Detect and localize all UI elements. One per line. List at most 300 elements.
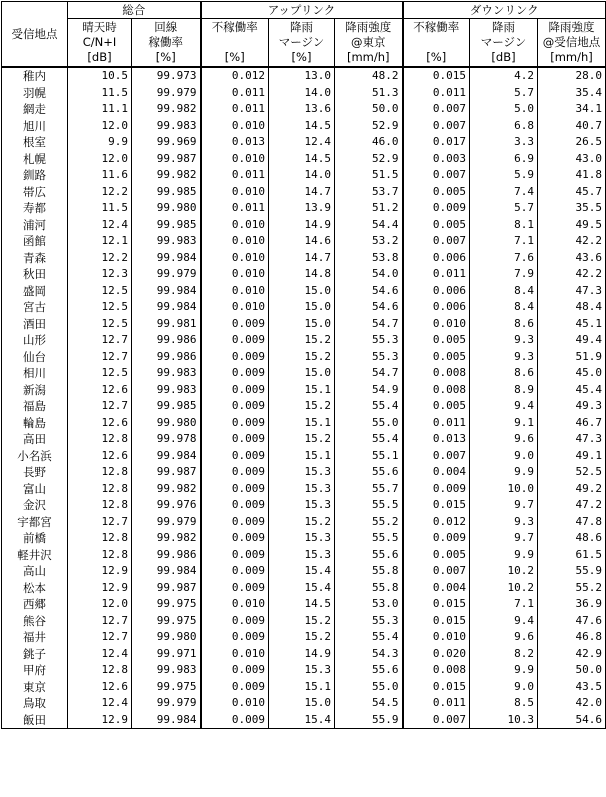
value-cell-clear-sky-cn-i: 12.0: [68, 118, 132, 135]
value-cell-downlink-rain-rate-site: 45.7: [538, 184, 606, 201]
value-cell-downlink-outage: 0.006: [403, 299, 470, 316]
value-cell-clear-sky-cn-i: 12.8: [68, 497, 132, 514]
value-cell-downlink-rain-rate-site: 43.6: [538, 250, 606, 267]
value-cell-uplink-rain-rate-tokyo: 55.7: [335, 481, 403, 498]
value-cell-uplink-rain-rate-tokyo: 55.6: [335, 662, 403, 679]
value-cell-availability: 99.979: [132, 514, 201, 531]
value-cell-downlink-rain-margin: 9.3: [470, 349, 538, 366]
value-cell-uplink-rain-rate-tokyo: 46.0: [335, 134, 403, 151]
column-header-line: 降雨: [492, 20, 515, 34]
value-cell-downlink-outage: 0.015: [403, 67, 470, 85]
value-cell-downlink-rain-margin: 9.0: [470, 679, 538, 696]
value-cell-downlink-rain-margin: 10.2: [470, 563, 538, 580]
value-cell-downlink-rain-margin: 8.6: [470, 365, 538, 382]
value-cell-downlink-rain-margin: 6.8: [470, 118, 538, 135]
column-header-line: 不稼働率: [413, 20, 460, 34]
value-cell-downlink-outage: 0.015: [403, 679, 470, 696]
value-cell-availability: 99.979: [132, 85, 201, 102]
value-cell-downlink-outage: 0.009: [403, 200, 470, 217]
site-name-cell: 根室: [2, 134, 68, 151]
value-cell-availability: 99.980: [132, 200, 201, 217]
value-cell-uplink-rain-rate-tokyo: 55.0: [335, 415, 403, 432]
site-name-cell: 熊谷: [2, 613, 68, 630]
site-name-cell: 札幌: [2, 151, 68, 168]
value-cell-uplink-rain-margin: 15.3: [269, 530, 335, 547]
value-cell-downlink-rain-rate-site: 36.9: [538, 596, 606, 613]
value-cell-clear-sky-cn-i: 12.9: [68, 712, 132, 729]
value-cell-availability: 99.983: [132, 382, 201, 399]
value-cell-availability: 99.985: [132, 398, 201, 415]
site-name-cell: 長野: [2, 464, 68, 481]
value-cell-downlink-outage: 0.011: [403, 415, 470, 432]
value-cell-uplink-outage: 0.010: [201, 596, 269, 613]
value-cell-availability: 99.981: [132, 316, 201, 333]
value-cell-downlink-rain-rate-site: 55.2: [538, 580, 606, 597]
value-cell-uplink-rain-margin: 15.3: [269, 464, 335, 481]
value-cell-clear-sky-cn-i: 12.8: [68, 547, 132, 564]
column-header-line: マージン: [480, 35, 527, 49]
value-cell-clear-sky-cn-i: 12.8: [68, 662, 132, 679]
site-name-cell: 富山: [2, 481, 68, 498]
value-cell-downlink-rain-rate-site: 49.4: [538, 332, 606, 349]
site-name-cell: 高山: [2, 563, 68, 580]
value-cell-availability: 99.983: [132, 662, 201, 679]
site-name-cell: 浦河: [2, 217, 68, 234]
value-cell-downlink-rain-margin: 8.4: [470, 283, 538, 300]
value-cell-uplink-rain-margin: 15.2: [269, 613, 335, 630]
value-cell-clear-sky-cn-i: 11.1: [68, 101, 132, 118]
table-row: [2, 563, 606, 580]
value-cell-clear-sky-cn-i: 12.0: [68, 151, 132, 168]
table-row: [2, 514, 606, 531]
table-row: [2, 151, 606, 168]
value-cell-uplink-rain-margin: 15.4: [269, 580, 335, 597]
value-cell-uplink-rain-rate-tokyo: 54.0: [335, 266, 403, 283]
value-cell-availability: 99.971: [132, 646, 201, 663]
value-cell-downlink-rain-margin: 3.3: [470, 134, 538, 151]
value-cell-downlink-outage: 0.007: [403, 448, 470, 465]
value-cell-clear-sky-cn-i: 12.6: [68, 415, 132, 432]
value-cell-downlink-outage: 0.015: [403, 497, 470, 514]
value-cell-downlink-rain-rate-site: 45.4: [538, 382, 606, 399]
value-cell-availability: 99.982: [132, 481, 201, 498]
column-header-line: @受信地点: [542, 35, 601, 49]
column-header-line: マージン: [278, 35, 325, 49]
value-cell-clear-sky-cn-i: 10.5: [68, 67, 132, 85]
table-row: [2, 67, 606, 85]
value-cell-downlink-rain-rate-site: 42.0: [538, 695, 606, 712]
table-row: [2, 712, 606, 729]
value-cell-uplink-rain-margin: 14.5: [269, 118, 335, 135]
table-row: [2, 316, 606, 333]
table-row: [2, 596, 606, 613]
value-cell-uplink-rain-margin: 15.3: [269, 497, 335, 514]
group-header-total: 総合: [68, 2, 201, 19]
column-header-line: [mm/h]: [346, 50, 390, 64]
value-cell-downlink-rain-margin: 8.9: [470, 382, 538, 399]
value-cell-downlink-outage: 0.009: [403, 530, 470, 547]
value-cell-uplink-outage: 0.010: [201, 695, 269, 712]
value-cell-uplink-outage: 0.012: [201, 67, 269, 85]
site-name-cell: 飯田: [2, 712, 68, 729]
column-header-line: 不稼働率: [211, 20, 258, 34]
value-cell-uplink-rain-margin: 15.2: [269, 431, 335, 448]
value-cell-downlink-rain-rate-site: 45.1: [538, 316, 606, 333]
value-cell-downlink-outage: 0.020: [403, 646, 470, 663]
value-cell-clear-sky-cn-i: 12.9: [68, 580, 132, 597]
column-header-line: 降雨: [290, 20, 313, 34]
table-row: [2, 431, 606, 448]
value-cell-uplink-outage: 0.009: [201, 530, 269, 547]
value-cell-uplink-outage: 0.009: [201, 662, 269, 679]
table-row: [2, 85, 606, 102]
column-header-downlink-outage: [403, 19, 470, 68]
value-cell-uplink-rain-margin: 15.0: [269, 299, 335, 316]
value-cell-uplink-rain-rate-tokyo: 48.2: [335, 67, 403, 85]
value-cell-downlink-outage: 0.010: [403, 629, 470, 646]
value-cell-uplink-outage: 0.010: [201, 250, 269, 267]
value-cell-uplink-rain-margin: 14.7: [269, 250, 335, 267]
value-cell-clear-sky-cn-i: 11.5: [68, 85, 132, 102]
table-row: [2, 200, 606, 217]
value-cell-uplink-rain-rate-tokyo: 55.5: [335, 497, 403, 514]
column-header-line: 回線: [154, 20, 178, 34]
table-row: [2, 415, 606, 432]
column-header-line: 稼働率: [148, 35, 183, 49]
column-header-line: [204, 35, 267, 50]
value-cell-availability: 99.984: [132, 299, 201, 316]
value-cell-clear-sky-cn-i: 11.5: [68, 200, 132, 217]
column-header-downlink-rain-rate-site: [538, 19, 606, 68]
value-cell-uplink-rain-rate-tokyo: 54.6: [335, 283, 403, 300]
site-name-cell: 軽井沢: [2, 547, 68, 564]
value-cell-downlink-outage: 0.008: [403, 382, 470, 399]
value-cell-uplink-outage: 0.009: [201, 712, 269, 729]
value-cell-clear-sky-cn-i: 12.7: [68, 514, 132, 531]
value-cell-uplink-outage: 0.009: [201, 481, 269, 498]
table-row: [2, 646, 606, 663]
value-cell-uplink-outage: 0.009: [201, 332, 269, 349]
value-cell-uplink-rain-rate-tokyo: 55.8: [335, 580, 403, 597]
value-cell-availability: 99.983: [132, 365, 201, 382]
value-cell-uplink-outage: 0.009: [201, 629, 269, 646]
site-name-cell: 高田: [2, 431, 68, 448]
site-name-cell: 銚子: [2, 646, 68, 663]
value-cell-downlink-rain-rate-site: 47.8: [538, 514, 606, 531]
value-cell-uplink-rain-margin: 15.4: [269, 712, 335, 729]
table-row: [2, 580, 606, 597]
value-cell-uplink-rain-rate-tokyo: 51.2: [335, 200, 403, 217]
value-cell-clear-sky-cn-i: 12.7: [68, 629, 132, 646]
value-cell-downlink-outage: 0.006: [403, 283, 470, 300]
value-cell-clear-sky-cn-i: 12.8: [68, 530, 132, 547]
value-cell-clear-sky-cn-i: 12.6: [68, 679, 132, 696]
value-cell-uplink-rain-margin: 13.9: [269, 200, 335, 217]
value-cell-downlink-rain-margin: 9.3: [470, 514, 538, 531]
value-cell-clear-sky-cn-i: 12.7: [68, 349, 132, 366]
value-cell-downlink-outage: 0.005: [403, 547, 470, 564]
site-name-cell: 酒田: [2, 316, 68, 333]
value-cell-uplink-rain-margin: 15.2: [269, 349, 335, 366]
column-header-line: [%]: [155, 50, 176, 64]
value-cell-uplink-rain-margin: 15.2: [269, 398, 335, 415]
value-cell-uplink-outage: 0.009: [201, 349, 269, 366]
value-cell-uplink-rain-margin: 14.0: [269, 85, 335, 102]
value-cell-downlink-outage: 0.005: [403, 184, 470, 201]
value-cell-downlink-outage: 0.007: [403, 167, 470, 184]
value-cell-clear-sky-cn-i: 12.5: [68, 316, 132, 333]
value-cell-downlink-rain-rate-site: 50.0: [538, 662, 606, 679]
site-header: 受信地点: [2, 2, 68, 68]
value-cell-downlink-rain-margin: 6.9: [470, 151, 538, 168]
value-cell-uplink-rain-margin: 15.4: [269, 563, 335, 580]
value-cell-downlink-rain-margin: 9.6: [470, 431, 538, 448]
column-header-availability: [132, 19, 201, 68]
value-cell-availability: 99.975: [132, 596, 201, 613]
value-cell-clear-sky-cn-i: 12.0: [68, 596, 132, 613]
value-cell-downlink-outage: 0.008: [403, 365, 470, 382]
value-cell-downlink-rain-margin: 10.2: [470, 580, 538, 597]
value-cell-downlink-rain-rate-site: 26.5: [538, 134, 606, 151]
group-header-uplink: アップリンク: [201, 2, 403, 19]
value-cell-uplink-rain-rate-tokyo: 51.5: [335, 167, 403, 184]
site-name-cell: 帯広: [2, 184, 68, 201]
value-cell-downlink-rain-margin: 9.9: [470, 547, 538, 564]
value-cell-uplink-outage: 0.009: [201, 563, 269, 580]
value-cell-availability: 99.987: [132, 580, 201, 597]
value-cell-uplink-outage: 0.009: [201, 415, 269, 432]
value-cell-downlink-outage: 0.010: [403, 316, 470, 333]
site-name-cell: 寿都: [2, 200, 68, 217]
value-cell-downlink-rain-margin: 9.0: [470, 448, 538, 465]
value-cell-uplink-rain-margin: 15.1: [269, 679, 335, 696]
value-cell-uplink-rain-rate-tokyo: 55.2: [335, 514, 403, 531]
table-row: [2, 679, 606, 696]
value-cell-uplink-rain-rate-tokyo: 55.4: [335, 398, 403, 415]
table-row: [2, 448, 606, 465]
value-cell-uplink-outage: 0.010: [201, 151, 269, 168]
column-header-line: [%]: [426, 50, 447, 64]
column-header-clear-sky-cn-i: [68, 19, 132, 68]
value-cell-uplink-outage: 0.010: [201, 299, 269, 316]
column-header-line: [%]: [291, 50, 312, 64]
value-cell-availability: 99.969: [132, 134, 201, 151]
value-cell-availability: 99.987: [132, 151, 201, 168]
value-cell-clear-sky-cn-i: 12.2: [68, 184, 132, 201]
site-name-cell: 相川: [2, 365, 68, 382]
value-cell-downlink-rain-rate-site: 42.2: [538, 233, 606, 250]
value-cell-downlink-rain-rate-site: 43.0: [538, 151, 606, 168]
value-cell-downlink-rain-rate-site: 45.0: [538, 365, 606, 382]
column-header-line: [dB]: [87, 50, 112, 64]
value-cell-uplink-rain-rate-tokyo: 54.7: [335, 316, 403, 333]
value-cell-uplink-rain-margin: 12.4: [269, 134, 335, 151]
table-row: [2, 629, 606, 646]
table-row: [2, 250, 606, 267]
value-cell-downlink-rain-rate-site: 42.2: [538, 266, 606, 283]
column-header-uplink-rain-margin: [269, 19, 335, 68]
value-cell-uplink-rain-rate-tokyo: 54.9: [335, 382, 403, 399]
value-cell-uplink-outage: 0.009: [201, 514, 269, 531]
site-name-cell: 宇都宮: [2, 514, 68, 531]
table-row: [2, 118, 606, 135]
column-header-line: 降雨強度: [548, 20, 595, 34]
value-cell-uplink-outage: 0.010: [201, 184, 269, 201]
value-cell-downlink-outage: 0.004: [403, 464, 470, 481]
value-cell-uplink-outage: 0.010: [201, 118, 269, 135]
table-row: [2, 266, 606, 283]
site-name-cell: 羽幌: [2, 85, 68, 102]
value-cell-downlink-outage: 0.009: [403, 481, 470, 498]
value-cell-uplink-rain-rate-tokyo: 55.3: [335, 613, 403, 630]
value-cell-availability: 99.985: [132, 217, 201, 234]
column-header-line: [%]: [224, 50, 245, 64]
value-cell-uplink-rain-rate-tokyo: 53.7: [335, 184, 403, 201]
table-row: [2, 184, 606, 201]
table-row: [2, 283, 606, 300]
value-cell-uplink-rain-rate-tokyo: 55.9: [335, 712, 403, 729]
value-cell-uplink-rain-rate-tokyo: 54.5: [335, 695, 403, 712]
value-cell-downlink-outage: 0.007: [403, 712, 470, 729]
site-name-cell: 鳥取: [2, 695, 68, 712]
value-cell-downlink-rain-margin: 10.3: [470, 712, 538, 729]
value-cell-clear-sky-cn-i: 12.7: [68, 613, 132, 630]
value-cell-clear-sky-cn-i: 12.5: [68, 365, 132, 382]
table-row: [2, 662, 606, 679]
site-name-cell: 旭川: [2, 118, 68, 135]
value-cell-uplink-rain-rate-tokyo: 51.3: [335, 85, 403, 102]
value-cell-clear-sky-cn-i: 11.6: [68, 167, 132, 184]
value-cell-downlink-outage: 0.005: [403, 349, 470, 366]
value-cell-clear-sky-cn-i: 12.4: [68, 217, 132, 234]
site-name-cell: 盛岡: [2, 283, 68, 300]
value-cell-downlink-rain-margin: 9.3: [470, 332, 538, 349]
value-cell-uplink-outage: 0.009: [201, 547, 269, 564]
value-cell-uplink-rain-margin: 14.9: [269, 217, 335, 234]
value-cell-uplink-outage: 0.011: [201, 85, 269, 102]
site-name-cell: 甲府: [2, 662, 68, 679]
value-cell-availability: 99.976: [132, 497, 201, 514]
value-cell-downlink-rain-rate-site: 54.6: [538, 712, 606, 729]
value-cell-uplink-rain-rate-tokyo: 53.0: [335, 596, 403, 613]
value-cell-clear-sky-cn-i: 12.4: [68, 646, 132, 663]
column-header-line: [dB]: [491, 50, 516, 64]
table-row: [2, 349, 606, 366]
value-cell-uplink-rain-rate-tokyo: 55.1: [335, 448, 403, 465]
value-cell-availability: 99.980: [132, 629, 201, 646]
column-header-line: @東京: [351, 35, 386, 49]
value-cell-uplink-outage: 0.010: [201, 233, 269, 250]
value-cell-uplink-rain-rate-tokyo: 53.2: [335, 233, 403, 250]
site-name-cell: 前橋: [2, 530, 68, 547]
value-cell-uplink-outage: 0.009: [201, 497, 269, 514]
value-cell-uplink-outage: 0.009: [201, 580, 269, 597]
value-cell-uplink-rain-rate-tokyo: 52.9: [335, 118, 403, 135]
column-header-uplink-outage: [201, 19, 269, 68]
value-cell-uplink-rain-margin: 15.3: [269, 662, 335, 679]
value-cell-downlink-outage: 0.015: [403, 613, 470, 630]
value-cell-uplink-outage: 0.009: [201, 448, 269, 465]
site-name-cell: 稚内: [2, 67, 68, 85]
value-cell-uplink-rain-rate-tokyo: 55.4: [335, 431, 403, 448]
value-cell-downlink-rain-margin: 7.6: [470, 250, 538, 267]
value-cell-uplink-outage: 0.010: [201, 646, 269, 663]
link-budget-table: [1, 1, 606, 729]
value-cell-downlink-rain-rate-site: 35.4: [538, 85, 606, 102]
value-cell-downlink-rain-rate-site: 51.9: [538, 349, 606, 366]
value-cell-availability: 99.985: [132, 184, 201, 201]
value-cell-uplink-rain-margin: 15.3: [269, 547, 335, 564]
site-name-cell: 松本: [2, 580, 68, 597]
value-cell-uplink-outage: 0.011: [201, 167, 269, 184]
value-cell-downlink-outage: 0.011: [403, 266, 470, 283]
site-name-cell: 青森: [2, 250, 68, 267]
column-header-line: 晴天時: [82, 20, 117, 34]
site-name-cell: 福井: [2, 629, 68, 646]
table-row: [2, 398, 606, 415]
site-name-cell: 仙台: [2, 349, 68, 366]
table-row: [2, 547, 606, 564]
value-cell-uplink-rain-rate-tokyo: 55.4: [335, 629, 403, 646]
value-cell-clear-sky-cn-i: 12.8: [68, 481, 132, 498]
value-cell-uplink-outage: 0.009: [201, 679, 269, 696]
table-row: [2, 134, 606, 151]
column-header-uplink-rain-rate-tokyo: [335, 19, 403, 68]
value-cell-downlink-rain-rate-site: 43.5: [538, 679, 606, 696]
value-cell-downlink-rain-rate-site: 34.1: [538, 101, 606, 118]
value-cell-uplink-rain-margin: 15.3: [269, 481, 335, 498]
value-cell-clear-sky-cn-i: 12.8: [68, 431, 132, 448]
value-cell-downlink-rain-margin: 9.9: [470, 464, 538, 481]
value-cell-clear-sky-cn-i: 12.5: [68, 299, 132, 316]
value-cell-uplink-outage: 0.009: [201, 431, 269, 448]
value-cell-availability: 99.984: [132, 563, 201, 580]
value-cell-availability: 99.982: [132, 101, 201, 118]
value-cell-uplink-rain-margin: 13.6: [269, 101, 335, 118]
value-cell-downlink-rain-margin: 8.6: [470, 316, 538, 333]
value-cell-availability: 99.984: [132, 283, 201, 300]
value-cell-downlink-rain-rate-site: 28.0: [538, 67, 606, 85]
value-cell-downlink-rain-rate-site: 42.9: [538, 646, 606, 663]
value-cell-downlink-rain-rate-site: 49.5: [538, 217, 606, 234]
value-cell-clear-sky-cn-i: 12.2: [68, 250, 132, 267]
value-cell-uplink-rain-margin: 15.0: [269, 695, 335, 712]
value-cell-availability: 99.973: [132, 67, 201, 85]
value-cell-downlink-rain-rate-site: 49.2: [538, 481, 606, 498]
value-cell-uplink-rain-margin: 15.1: [269, 382, 335, 399]
value-cell-uplink-rain-rate-tokyo: 55.3: [335, 332, 403, 349]
value-cell-downlink-rain-margin: 7.1: [470, 596, 538, 613]
value-cell-availability: 99.979: [132, 266, 201, 283]
site-name-cell: 小名浜: [2, 448, 68, 465]
value-cell-uplink-rain-rate-tokyo: 54.6: [335, 299, 403, 316]
table-row: [2, 217, 606, 234]
table-row: [2, 497, 606, 514]
value-cell-downlink-outage: 0.006: [403, 250, 470, 267]
value-cell-downlink-outage: 0.017: [403, 134, 470, 151]
value-cell-uplink-outage: 0.009: [201, 613, 269, 630]
value-cell-uplink-outage: 0.009: [201, 398, 269, 415]
value-cell-uplink-rain-rate-tokyo: 55.3: [335, 349, 403, 366]
value-cell-uplink-rain-margin: 14.5: [269, 151, 335, 168]
column-header-line: 降雨強度: [345, 20, 392, 34]
table-body: [2, 67, 606, 729]
value-cell-downlink-rain-margin: 9.6: [470, 629, 538, 646]
value-cell-downlink-rain-rate-site: 47.3: [538, 431, 606, 448]
value-cell-downlink-rain-margin: 7.1: [470, 233, 538, 250]
value-cell-downlink-outage: 0.003: [403, 151, 470, 168]
value-cell-uplink-rain-rate-tokyo: 53.8: [335, 250, 403, 267]
